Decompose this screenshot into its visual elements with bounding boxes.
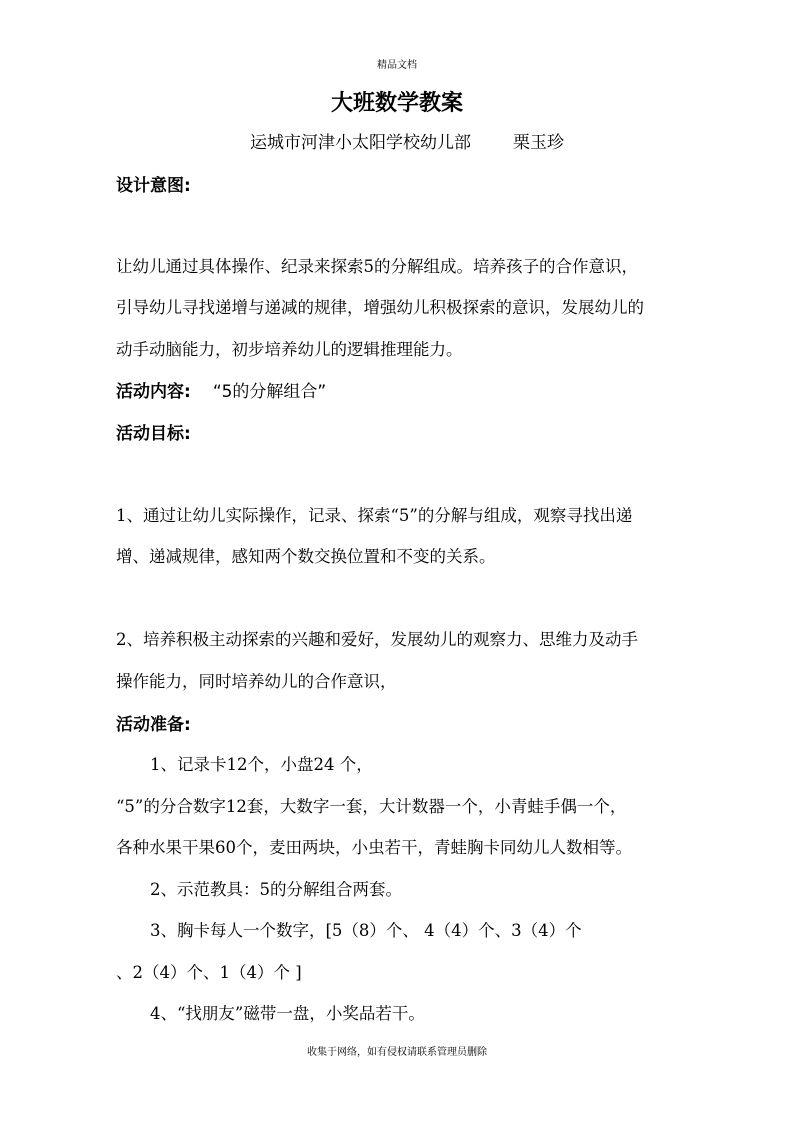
page-footer: 收集于网络，如有侵权请联系管理员删除 <box>307 1047 487 1058</box>
author-school: 运城市河津小太阳学校幼儿部 <box>250 133 471 153</box>
author-line <box>250 128 564 153</box>
page-header: 精品文档 <box>377 60 417 71</box>
design-heading: 设计意图: <box>116 176 191 196</box>
goal1-line-1: 1、通过让幼儿实际操作，记录、探索“5”的分解与组成，观察寻找出递 <box>116 506 633 525</box>
design-line-3: 动手动脑能力，初步培养幼儿的逻辑推理能力。 <box>116 340 463 359</box>
goal1-line-2: 增、递减规律，感知两个数交换位置和不变的关系。 <box>116 547 496 566</box>
design-line-1: 让幼儿通过具体操作、纪录来探索5的分解组成。培养孩子的合作意识， <box>116 257 638 276</box>
prep-line-5: 3、胸卡每人一个数字，[5（8）个、 4（4）个、3（4）个 <box>150 921 582 940</box>
document-title: 大班数学教案 <box>330 91 463 116</box>
prep-line-3: 各种水果干果60个，麦田两块，小虫若干，青蛙胸卡同幼儿人数相等。 <box>116 838 632 857</box>
goal2-line-2: 操作能力，同时培养幼儿的合作意识， <box>116 672 397 691</box>
prep-line-4: 2、示范教具：5的分解组合两套。 <box>150 880 402 899</box>
goals-heading: 活动目标: <box>116 424 191 444</box>
prep-line-2: “5”的分合数字12套，大数字一套，大计数器一个，小青蛙手偶一个， <box>116 797 627 816</box>
content-heading-row <box>116 377 326 402</box>
author-name: 栗玉珍 <box>513 133 564 153</box>
content-heading: 活动内容: <box>116 382 191 402</box>
design-line-2: 引导幼儿寻找递增与递减的规律，增强幼儿积极探索的意识，发展幼儿的 <box>116 298 644 317</box>
content-value: “5的分解组合” <box>212 382 327 402</box>
prep-line-6: 、2（4）个、1（4）个 ] <box>116 963 302 982</box>
prep-line-1: 1、记录卡12个，小盘24 个， <box>150 755 373 774</box>
prep-heading: 活动准备: <box>116 715 191 735</box>
prep-line-7: 4、“找朋友”磁带一盘，小奖品若干。 <box>150 1004 425 1023</box>
goal2-line-1: 2、培养积极主动探索的兴趣和爱好，发展幼儿的观察力、思维力及动手 <box>116 630 638 649</box>
